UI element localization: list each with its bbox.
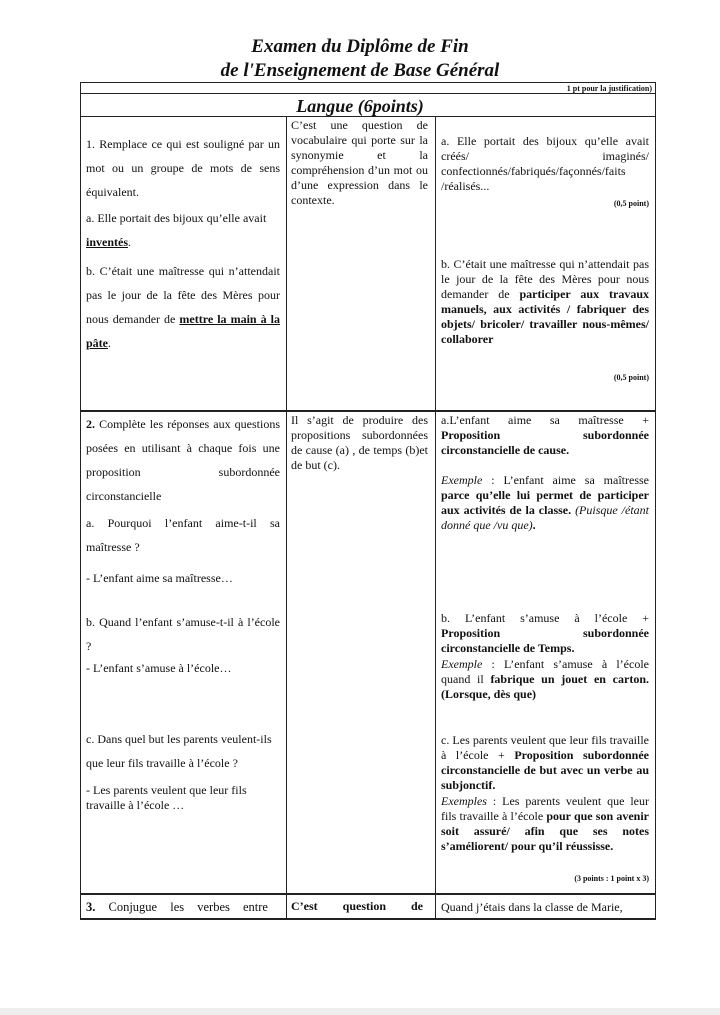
underlined-word: inventés [86,235,128,249]
q3-comment: C’est question de [291,899,424,913]
column-divider [435,116,436,920]
q2-question-a: a. Pourquoi l’enfant aime-t-il sa maîtresse ? [86,516,280,554]
q2-comment: Il s’agit de produire des propositions subordonnées de cause (a) , de temps (b)et de but (c). [291,413,428,472]
q1-points-b: (0,5 point) [613,373,649,382]
exam-title-line1: Examen du Diplôme de Fin [251,36,469,57]
exam-title-line2: de l'Enseignement de Base Général [220,60,500,81]
q2-example-c: Exemples : Les parents veulent que leur fils travaille à l’école pour que son avenir soit assuré/ afin que ses notes s’améliorent/ pour qu’il réussisse. [441,794,649,853]
justification-note: 1 pt pour la justification) [566,84,652,93]
q1-instruction: 1. Remplace ce qui est souligné par un mot ou un groupe de mots de sens équivalent. [86,137,280,199]
q2-instruction: 2. Complète les réponses aux questions posées en utilisant à chaque fois une proposition subordonnée circonstancielle [86,417,281,503]
q3-instruction: 3. Conjugue les verbes entre [86,900,268,914]
q2-answer-a-start: - L’enfant aime sa maîtresse… [86,571,233,585]
q1-comment: C’est une question de vocabulaire qui porte sur la synonymie et la compréhension d’un mot ou d’une expression dans le contexte. [291,118,428,207]
table-right-border [655,82,656,920]
q2-example-a: Exemple : L’enfant aime sa maîtresse parce qu’elle lui permet de participer aux activités de la classe. (Puisque /étant donné que /vu que). [441,473,649,532]
table-top-border [80,82,656,83]
table-line [80,93,656,94]
q3-text: Quand j’étais dans la classe de Marie, [441,900,623,914]
q2-question-c: c. Dans quel but les parents veulent-ils que leur fils travaille à l’école ? [86,732,272,770]
table-left-border [80,82,81,920]
q2-answer-a: a.L’enfant aime sa maîtresse + Proposition subordonnée circonstancielle de cause. [441,413,649,457]
q2-example-b: Exemple : L’enfant s’amuse à l’école quand il fabrique un jouet en carton. (Lorsque, dès que) [441,657,649,701]
q2-answer-b-start: - L’enfant s’amuse à l’école… [86,661,232,675]
table-bottom-border [80,918,656,920]
q1-answer-a: a. Elle portait des bijoux qu’elle avait créés/ imaginés/ confectionnés/fabriqués/façonnés/faits /réalisés... [441,134,649,193]
table-line [80,893,656,895]
underlined-expression: mettre la main à la pâte [86,312,280,350]
q2-answer-c: c. Les parents veulent que leur fils travaille à l’école + Proposition subordonnée circonstancielle de but avec un verbe au subjonctif. [441,733,649,792]
q2-question-b: b. Quand l’enfant s’amuse-t-il à l’école ? [86,615,280,653]
q1-points-a: (0,5 point) [613,199,649,208]
q1-item-b: b. C’était une maîtresse qui n’attendait pas le jour de la fête des Mères pour nous demander de mettre la main à la pâte. [86,264,280,350]
page-bottom-strip [0,1008,720,1015]
q2-points: (3 points : 1 point x 3) [574,874,649,883]
q1-answer-b: b. C’était une maîtresse qui n’attendait pas le jour de la fête des Mères pour nous demander de participer aux travaux manuels, aux activités / fabriquer des objets/ bricoler/ travailler nous-mêmes/ collaborer [441,257,649,346]
column-divider [286,116,287,920]
q2-answer-b: b. L’enfant s’amuse à l’école + Proposition subordonnée circonstancielle de Temps. [441,611,649,655]
q2-answer-c-start: - Les parents veulent que leur fils travaille à l’école … [86,783,247,812]
section-title: Langue (6points) [296,96,424,116]
q1-item-a: a. Elle portait des bijoux qu’elle avait inventés. [86,211,267,249]
